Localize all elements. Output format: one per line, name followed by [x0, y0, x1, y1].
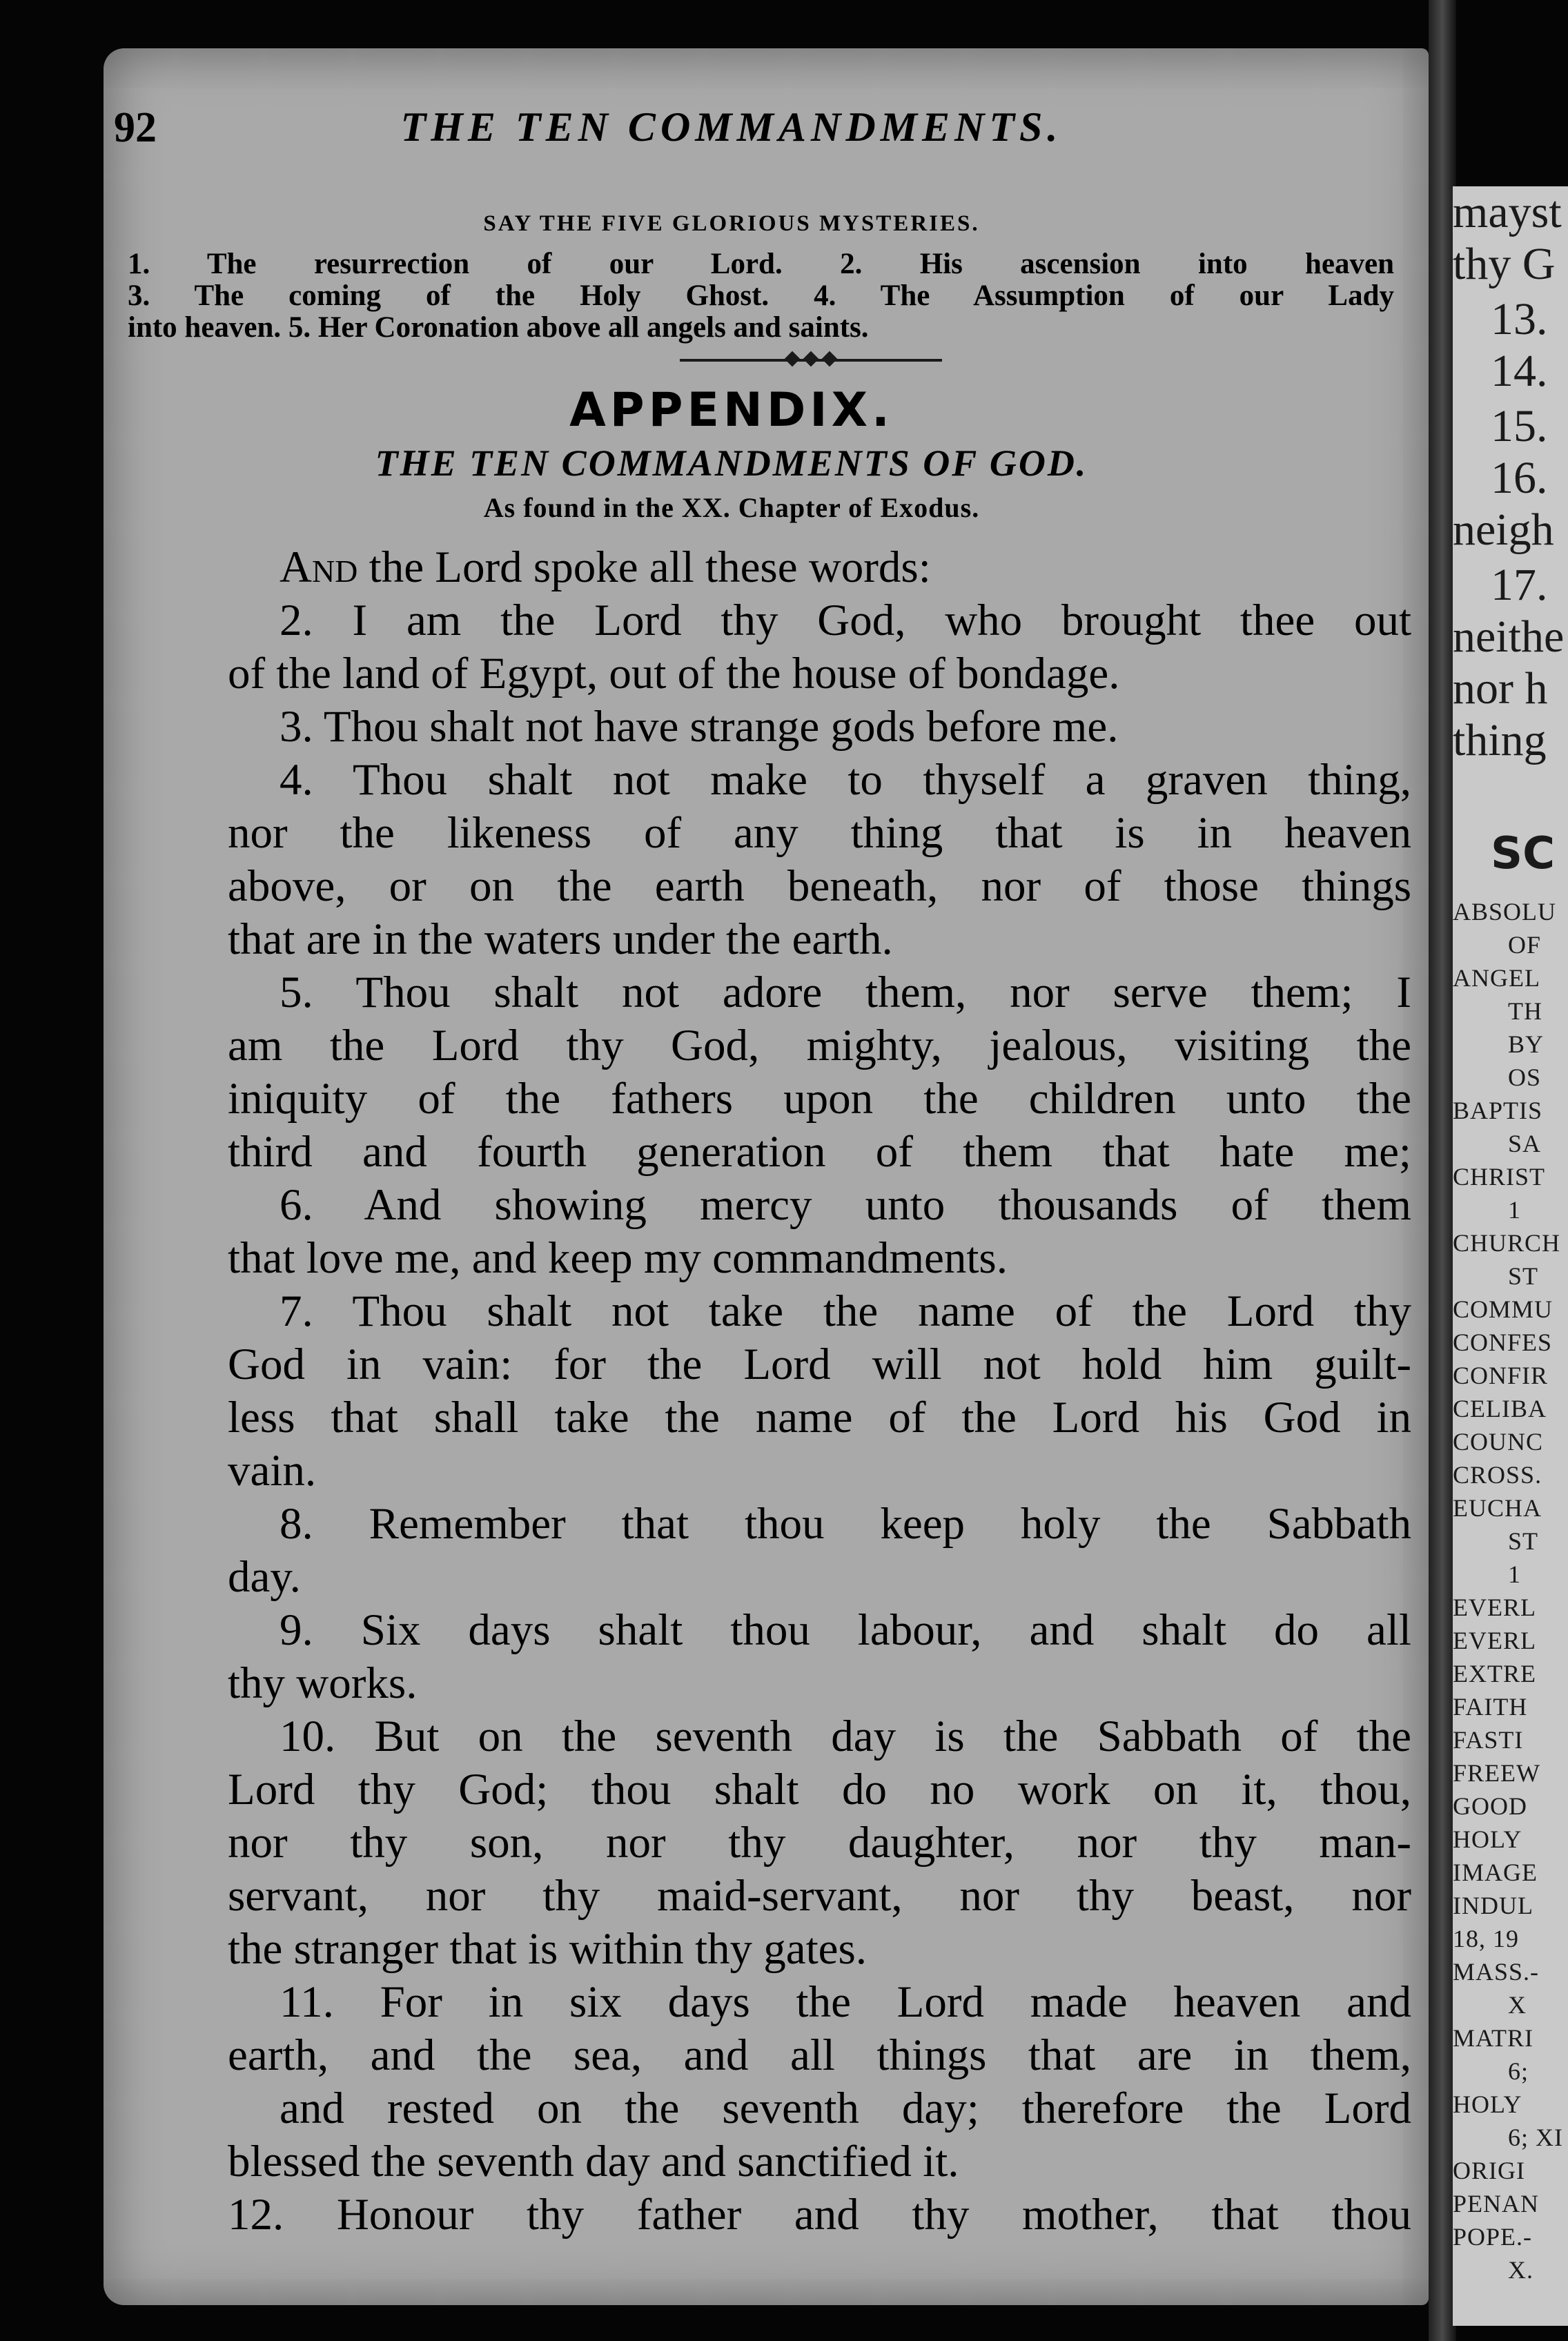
- adjacent-page-index-entry: BY: [1508, 1030, 1545, 1058]
- intro-first-word: And: [280, 542, 358, 592]
- commandment-line: 12. Honour thy father and thy mother, that thou: [228, 2190, 1411, 2240]
- adjacent-page-index-entry: FAITH: [1453, 1693, 1528, 1721]
- adjacent-page-index-entry: ORIGI: [1453, 2157, 1525, 2184]
- running-title: THE TEN COMMANDMENTS.: [400, 104, 1063, 150]
- commandment-line: 9. Six days shalt thou labour, and shalt do all: [280, 1605, 1411, 1655]
- adjacent-page-line: thing: [1453, 715, 1547, 765]
- adjacent-page-index-entry: PENAN: [1453, 2190, 1540, 2217]
- adjacent-page-index-entry: EUCHA: [1453, 1494, 1542, 1522]
- commandment-line: iniquity of the fathers upon the children unto the: [228, 1074, 1411, 1124]
- adjacent-page-index-entry: X: [1508, 1991, 1527, 2019]
- commandment-line: servant, nor thy maid-servant, nor thy beast, nor: [228, 1871, 1411, 1921]
- commandment-line: less that shall take the name of the Lord his God in: [228, 1393, 1411, 1442]
- running-header: [114, 104, 1349, 159]
- adjacent-page-index-entry: 18, 19: [1453, 1925, 1519, 1952]
- adjacent-page-index-entry: ST: [1508, 1527, 1539, 1555]
- adjacent-page-index-entry: 1: [1508, 1560, 1521, 1588]
- adjacent-page-heading: SC: [1491, 828, 1556, 879]
- adjacent-page-index-entry: COUNC: [1453, 1428, 1544, 1456]
- adjacent-page-index-entry: OF: [1508, 931, 1542, 959]
- commandment-line: earth, and the sea, and all things that are in them,: [228, 2030, 1411, 2080]
- adjacent-page-index-entry: ABSOLU: [1453, 898, 1557, 925]
- adjacent-page-index-entry: CELIBA: [1453, 1395, 1547, 1422]
- adjacent-page-line: nor h: [1453, 663, 1548, 714]
- commandment-line: 7. Thou shalt not take the name of the Lord thy: [280, 1286, 1411, 1336]
- commandment-line: 2. I am the Lord thy God, who brought thee out: [280, 596, 1411, 645]
- commandment-line: third and fourth generation of them that hate me;: [228, 1127, 1411, 1177]
- book-spine: [1429, 0, 1456, 2341]
- adjacent-page-line: mayst: [1453, 187, 1562, 237]
- commandment-line: the stranger that is within thy gates.: [228, 1924, 868, 1974]
- adjacent-page-index-entry: 1: [1508, 1196, 1521, 1224]
- commandment-line: nor thy son, nor thy daughter, nor thy man-: [228, 1818, 1411, 1868]
- adjacent-page-index-entry: 6;: [1508, 2057, 1529, 2085]
- adjacent-page-index-entry: CONFIR: [1453, 1362, 1549, 1389]
- intro-line: [280, 542, 931, 594]
- adjacent-page-index-entry: ANGEL: [1453, 964, 1540, 992]
- adjacent-page-line: 15.: [1491, 401, 1548, 451]
- adjacent-page-index-entry: OS: [1508, 1064, 1542, 1091]
- adjacent-page-line: 17.: [1491, 560, 1548, 610]
- adjacent-page-index-entry: GOOD: [1453, 1792, 1527, 1820]
- commandment-line: God in vain: for the Lord will not hold him guilt-: [228, 1340, 1411, 1389]
- adjacent-page-index-entry: EXTRE: [1453, 1660, 1536, 1687]
- page-number: 92: [114, 104, 157, 151]
- appendix-subtitle: THE TEN COMMANDMENTS OF GOD.: [375, 442, 1088, 484]
- commandment-line: nor the likeness of any thing that is in heaven: [228, 808, 1411, 858]
- mysteries-line: into heaven. 5. Her Coronation above all angels and saints.: [128, 311, 869, 344]
- commandment-line: above, or on the earth beneath, nor of those things: [228, 861, 1411, 911]
- adjacent-page-index-entry: CROSS.: [1453, 1461, 1542, 1489]
- adjacent-page: [1453, 186, 1568, 2326]
- adjacent-page-index-entry: INDUL: [1453, 1892, 1533, 1919]
- adjacent-page-index-entry: CHURCH: [1453, 1229, 1561, 1257]
- commandment-line: thy works.: [228, 1658, 418, 1708]
- adjacent-page-index-entry: X.: [1508, 2256, 1533, 2284]
- adjacent-page-index-entry: EVERL: [1453, 1627, 1536, 1654]
- adjacent-page-line: 14.: [1491, 346, 1548, 396]
- commandment-line: blessed the seventh day and sanctified it.: [228, 2137, 959, 2186]
- adjacent-page-index-entry: BAPTIS: [1453, 1097, 1543, 1124]
- adjacent-page-index-entry: HOLY: [1453, 1825, 1522, 1853]
- adjacent-page-line: neithe: [1453, 611, 1565, 662]
- commandment-line: that love me, and keep my commandments.: [228, 1233, 1008, 1283]
- adjacent-page-line: 13.: [1491, 294, 1548, 344]
- adjacent-page-index-entry: COMMU: [1453, 1295, 1554, 1323]
- adjacent-page-index-entry: ST: [1508, 1262, 1539, 1290]
- adjacent-page-index-entry: FREEW: [1453, 1759, 1540, 1787]
- adjacent-page-index-entry: 6; XI: [1508, 2124, 1563, 2151]
- appendix-source-note: As found in the XX. Chapter of Exodus.: [483, 492, 980, 523]
- commandment-line: of the land of Egypt, out of the house of bondage.: [228, 649, 1120, 698]
- intro-rest: the Lord spoke all these words:: [357, 542, 931, 592]
- adjacent-page-index-entry: EVERL: [1453, 1594, 1536, 1621]
- commandment-line: Lord thy God; thou shalt do no work on it, thou,: [228, 1765, 1411, 1814]
- adjacent-page-line: 16.: [1491, 453, 1548, 503]
- commandment-line: 10. But on the seventh day is the Sabbath of the: [280, 1712, 1411, 1761]
- adjacent-page-index-entry: CHRIST: [1453, 1163, 1546, 1191]
- adjacent-page-index-entry: TH: [1508, 997, 1542, 1025]
- adjacent-page-index-entry: HOLY: [1453, 2090, 1522, 2118]
- commandment-line: that are in the waters under the earth.: [228, 914, 893, 964]
- commandment-line: 3. Thou shalt not have strange gods before me.: [280, 702, 1119, 752]
- mysteries-line: 1. The resurrection of our Lord. 2. His ascension into heaven: [128, 248, 1394, 280]
- adjacent-page-line: thy G: [1453, 239, 1556, 289]
- commandment-line: 5. Thou shalt not adore them, nor serve them; I: [280, 968, 1411, 1017]
- adjacent-page-index-entry: SA: [1508, 1130, 1542, 1157]
- commandment-line: am the Lord thy God, mighty, jealous, visiting the: [228, 1021, 1411, 1070]
- appendix-heading: APPENDIX.: [569, 383, 894, 438]
- commandment-line: 11. For in six days the Lord made heaven and: [280, 1977, 1411, 2027]
- adjacent-page-index-entry: FASTI: [1453, 1726, 1524, 1754]
- mysteries-line: 3. The coming of the Holy Ghost. 4. The Assumption of our Lady: [128, 280, 1394, 312]
- commandment-line: vain.: [228, 1446, 317, 1496]
- commandment-line: 6. And showing mercy unto thousands of them: [280, 1180, 1411, 1230]
- adjacent-page-index-entry: MASS.-: [1453, 1958, 1540, 1986]
- adjacent-page-index-entry: IMAGE: [1453, 1859, 1538, 1886]
- adjacent-page-line: neigh: [1453, 505, 1554, 555]
- commandment-line: and rested on the seventh day; therefore the Lord: [280, 2084, 1411, 2133]
- commandment-line: 8. Remember that thou keep holy the Sabbath: [280, 1499, 1411, 1549]
- commandment-line: 4. Thou shalt not make to thyself a graven thing,: [280, 755, 1411, 805]
- mysteries-title: SAY THE FIVE GLORIOUS MYSTERIES.: [483, 211, 980, 236]
- adjacent-page-index-entry: POPE.-: [1453, 2223, 1533, 2251]
- adjacent-page-index-entry: CONFES: [1453, 1329, 1553, 1356]
- adjacent-page-index-entry: MATRI: [1453, 2024, 1534, 2052]
- commandment-line: day.: [228, 1552, 301, 1602]
